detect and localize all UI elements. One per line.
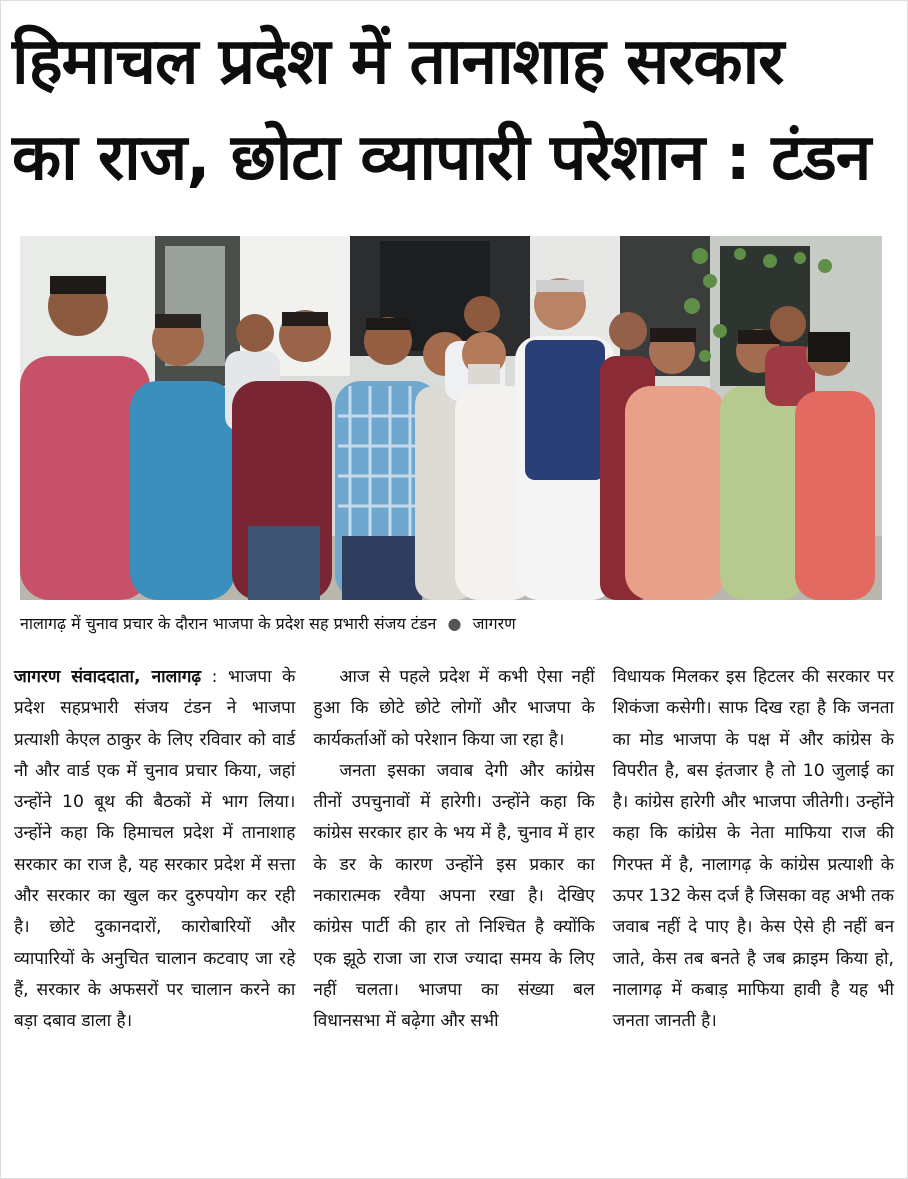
article-paragraph: आज से पहले प्रदेश में कभी ऐसा नहीं हुआ कि छोटे छोटे लोगों और भाजपा के कार्यकर्ताओं को परेशान किया जा रहा है। [313,667,595,750]
article-column-3 [613,662,894,1172]
article-column-2 [313,662,594,1172]
caption-text: नालागढ़ में चुनाव प्रचार के दौरान भाजपा के प्रदेश सह प्रभारी संजय टंडन [20,614,437,633]
bullet-dot-icon: ● [447,614,462,633]
headline-line-2: का राज, छोटा व्यापारी परेशान : टंडन [12,121,871,195]
article-paragraph: जनता इसका जवाब देगी और कांग्रेस तीनों उपचुनावों में हारेगी। उन्होंने कहा कि कांग्रेस सरकार हार के भय में है, चुनाव में हार के डर के कारण उन्होंने इस प्रकार का नकारात्मक रवैया अपना रखा है। देखिए कांग्रेस पार्टी की हार तो निश्चित है क्योंकि एक झूठे राजा जा राज ज्यादा समय के लिए नहीं चलता। भाजपा का संख्या बल विधानसभा में बढ़ेगा और सभी [313,760,595,1032]
article-paragraph: विधायक मिलकर इस हिटलर की सरकार पर शिकंजा कसेगी। साफ दिख रहा है कि जनता का मोड भाजपा के पक्ष में और कांग्रेस के विपरीत है, बस इंतजार है तो 10 जुलाई का है। कांग्रेस हारेगी और भाजपा जीतेगी। उन्होंने कहा कि कांग्रेस के नेता माफिया राज की गिरफ्त में है, नालागढ़ के कांग्रेस प्रत्याशी के ऊपर 132 केस दर्ज है जिसका वह अभी तक जवाब नहीं दे पाए है। केस ऐसे ही नहीं बन जाते, केस तब बनते है जब क्राइम किया हो, नालागढ़ में कबाड़ माफिया हावी है यह भी जनता जानती है। [612,667,894,1032]
article-paragraph [14,662,295,1038]
byline: जागरण संवाददाता, नालागढ़ [14,667,202,687]
photo-caption [20,612,890,634]
caption-credit: जागरण [472,614,516,633]
paragraph-text: : भाजपा के प्रदेश सहप्रभारी संजय टंडन ने भाजपा प्रत्याशी केएल ठाकुर के लिए रविवार को वार्ड नौ और वार्ड एक में चुनाव प्रचार किया, जहां उन्होंने 10 बूथ की बैठकों में भाग लिया। उन्होंने कहा कि हिमाचल प्रदेश में तानाशाह सरकार का राज है, यह सरकार प्रदेश में सत्ता और सरकार का खुल कर दुरुपयोग कर रही है। छोटे दुकानदारों, कारोबारियों और व्यापारियों के अनुचित चालान कटवाए जा रहे हैं, सरकार के अफसरों पर चालान करने का बड़ा दबाव डाला है। [14,667,296,1032]
group-photo-icon [20,236,882,600]
headline-line-1: हिमाचल प्रदेश में तानाशाह सरकार [12,25,784,99]
news-photo [20,236,882,600]
headline [12,14,896,206]
article-column-1 [14,662,295,1172]
article-body [14,662,894,1172]
